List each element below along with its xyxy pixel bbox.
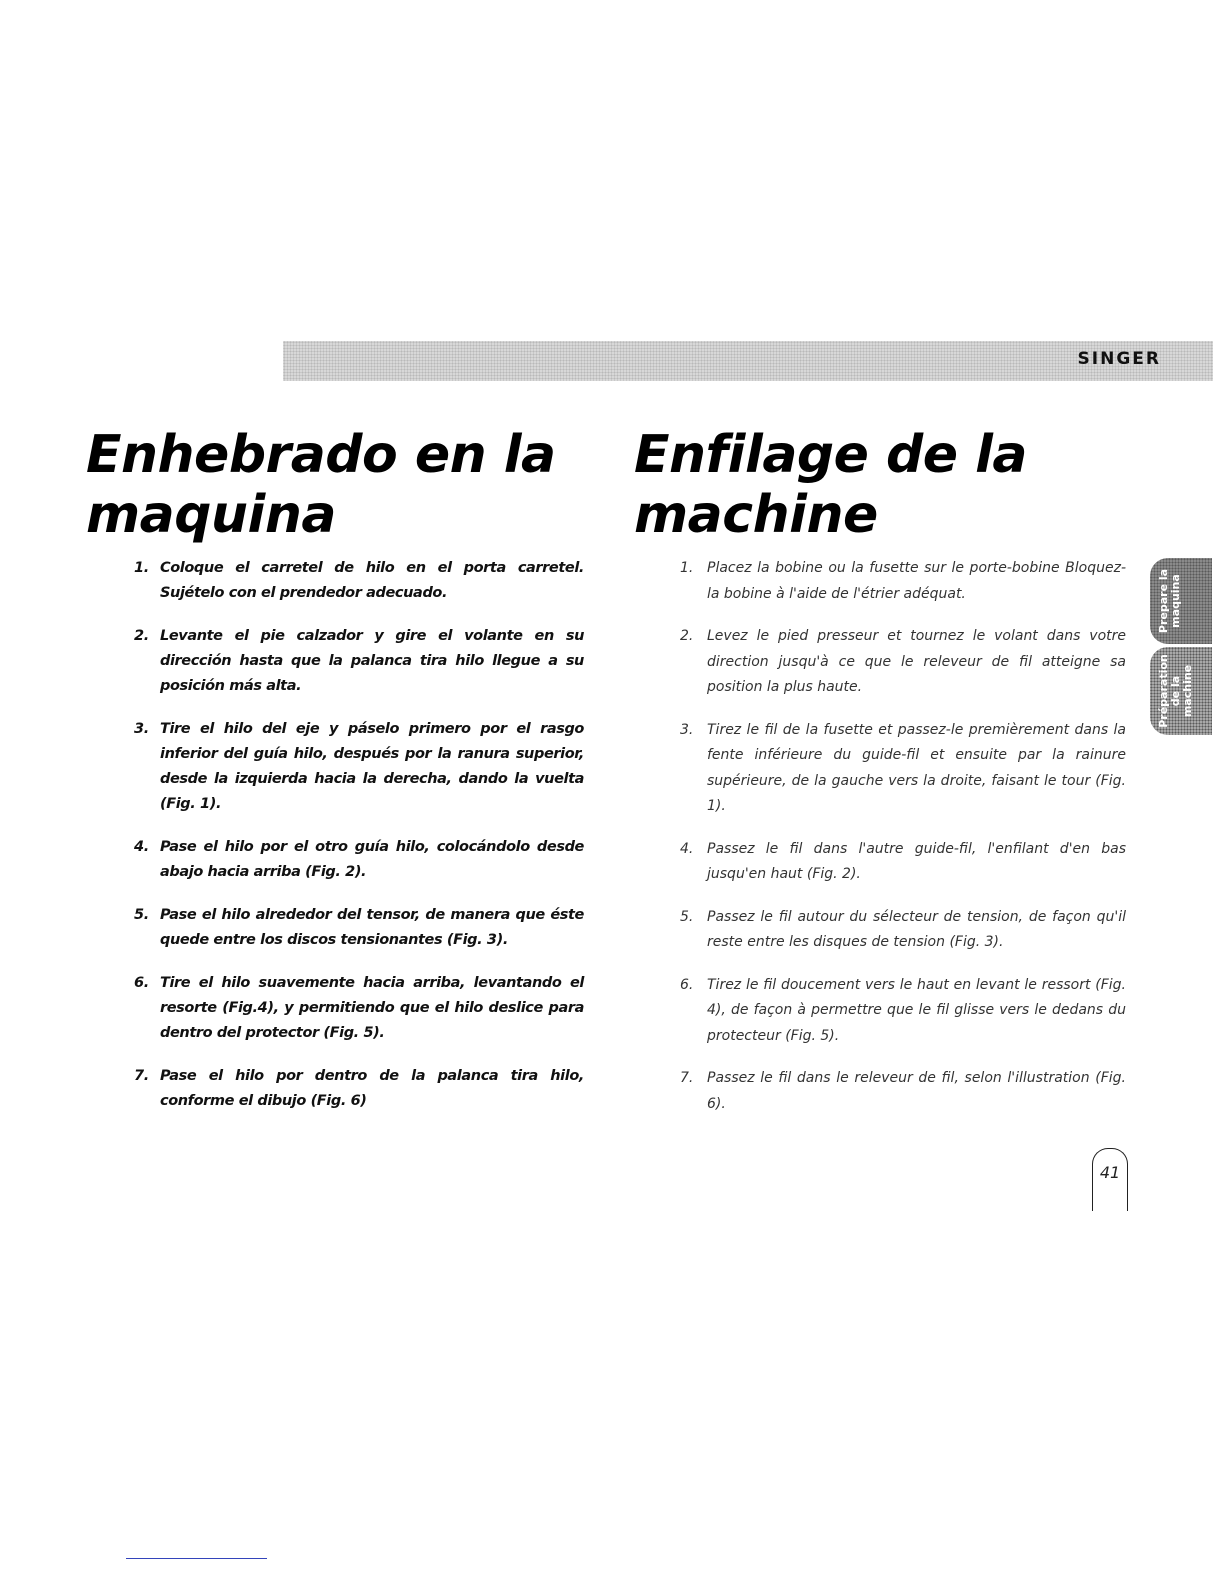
page-number: 41 [1099, 1163, 1121, 1182]
step-item [680, 718, 1126, 820]
step-item [680, 624, 1126, 701]
step-text: Pase el hilo por dentro de la palanca tira hilo, conforme el dibujo (Fig. 6) [160, 1068, 584, 1109]
step-text: Levez le pied presseur et tournez le volant dans votre direction jusqu'à ce que le releveur de fil atteigne sa position la plus haute. [707, 628, 1126, 695]
step-number: 5. [134, 907, 149, 923]
step-item [134, 624, 584, 699]
step-item [680, 556, 1126, 607]
step-item [134, 903, 584, 953]
section-tabs [1150, 558, 1212, 735]
footnote-divider [126, 1558, 267, 1559]
step-number: 6. [680, 976, 694, 993]
step-item [680, 837, 1126, 888]
step-number: 6. [134, 975, 149, 991]
header-band [283, 341, 1213, 381]
step-item [134, 835, 584, 885]
page-title-spanish: Enhebrado en la maquina [86, 425, 556, 545]
step-number: 3. [134, 721, 149, 737]
step-item [680, 1066, 1126, 1117]
step-text: Tire el hilo suavemente hacia arriba, levantando el resorte (Fig.4), y permitiendo que el hilo deslice para dentro del protector (Fig. 5). [160, 975, 584, 1041]
step-text: Tirez le fil doucement vers le haut en levant le ressort (Fig. 4), de façon à permettre que le fil glisse vers le dedans du protecteur (Fig. 5). [707, 976, 1126, 1044]
step-text: Placez la bobine ou la fusette sur le porte-bobine Bloquez-la bobine à l'aide de l'étrier adéquat. [707, 560, 1126, 602]
section-tab-label: Prepare la maquina [1157, 568, 1182, 634]
page-number-frame [1092, 1148, 1128, 1211]
brand-logo: SINGER [1077, 349, 1161, 369]
step-number: 1. [680, 560, 694, 576]
step-item [134, 717, 584, 817]
section-tab-label: Préparation de la machine [1157, 654, 1194, 728]
step-text: Tirez le fil de la fusette et passez-le premièrement dans la fente inférieure du guide-fil et ensuite par la rainure supérieure, de la gauche vers la droite, faisant le tour (Fig. 1). [707, 721, 1126, 814]
step-number: 1. [134, 560, 149, 576]
section-tab-french [1150, 647, 1212, 735]
step-number: 2. [680, 628, 694, 644]
step-text: Pase el hilo alrededor del tensor, de manera que éste quede entre los discos tensionantes (Fig. 3). [160, 907, 584, 948]
step-text: Passez le fil autour du sélecteur de tension, de façon qu'il reste entre les disques de tension (Fig. 3). [707, 908, 1126, 950]
step-number: 3. [680, 721, 694, 738]
step-number: 4. [134, 839, 149, 855]
page-title-french: Enfilage de la machine [634, 425, 1028, 545]
step-number: 2. [134, 628, 149, 644]
step-number: 4. [680, 840, 694, 857]
step-text: Levante el pie calzador y gire el volante en su dirección hasta que la palanca tira hilo llegue a su posición más alta. [160, 628, 584, 694]
steps-list-french [680, 556, 1126, 1134]
step-number: 5. [680, 908, 694, 925]
step-item [680, 973, 1126, 1050]
step-number: 7. [680, 1070, 694, 1086]
step-text: Coloque el carretel de hilo en el porta carretel. Sujételo con el prendedor adecuado. [160, 560, 584, 601]
step-text: Passez le fil dans l'autre guide-fil, l'enfilant d'en bas jusqu'en haut (Fig. 2). [707, 840, 1126, 882]
steps-list-spanish [134, 556, 584, 1132]
section-tab-spanish [1150, 558, 1212, 644]
step-item [680, 905, 1126, 956]
step-number: 7. [134, 1068, 149, 1084]
step-text: Tire el hilo del eje y páselo primero por el rasgo inferior del guía hilo, después por la ranura superior, desde la izquierda hacia la derecha, dando la vuelta (Fig. 1). [160, 721, 584, 812]
step-item [134, 556, 584, 606]
step-item [134, 1064, 584, 1114]
step-text: Passez le fil dans le releveur de fil, selon l'illustration (Fig. 6). [707, 1070, 1126, 1112]
step-text: Pase el hilo por el otro guía hilo, colocándolo desde abajo hacia arriba (Fig. 2). [160, 839, 584, 880]
step-item [134, 971, 584, 1046]
